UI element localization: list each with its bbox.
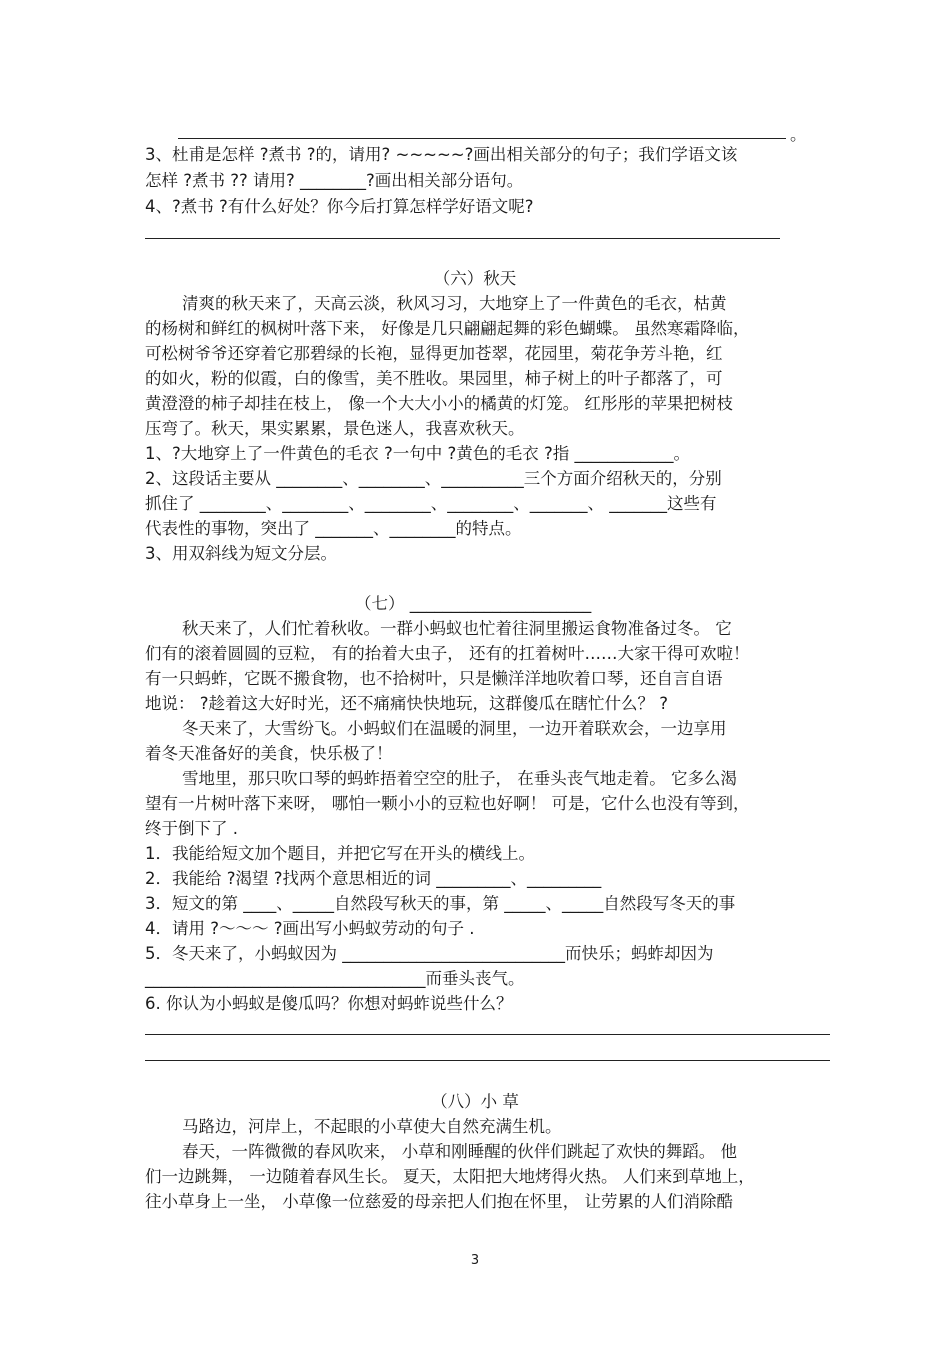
question-line: 4．请用 ?～～～ ?画出写小蚂蚁劳动的句子 .	[145, 919, 475, 938]
paragraph-line: 们一边跳舞， 一边随着春风生长。 夏天，太阳把大地烤得火热。 人们来到草地上，	[145, 1167, 755, 1186]
answer-line	[145, 1060, 830, 1061]
paragraph-line: 冬天来了，大雪纷飞。小蚂蚁们在温暖的洞里，一边开着联欢会，一边享用	[182, 719, 727, 738]
question-line: 2、这段话主要从 ________、________、__________三个方面介绍秋天的，分别	[145, 469, 722, 488]
paragraph-line: 们有的滚着圆圆的豆粒， 有的抬着大虫子， 还有的扛着树叶……大家干得可欢啦！	[145, 644, 750, 663]
paragraph-line: 着冬天准备好的美食，快乐极了！	[145, 744, 393, 763]
paragraph-line: 黄澄澄的柿子却挂在枝上， 像一个大大小小的橘黄的灯笼。 红彤彤的苹果把树枝	[145, 394, 733, 413]
question-line: 1．我能给短文加个题目，并把它写在开头的横线上。	[145, 844, 535, 863]
question-line: 1、?大地穿上了一件黄色的毛衣 ?一句中 ?黄色的毛衣 ?指 ____________。	[145, 444, 691, 463]
paragraph-line: 秋天来了，人们忙着秋收。一群小蚂蚁也忙着往洞里搬运食物准备过冬。 它	[182, 619, 732, 638]
question-line: 3、用双斜线为短文分层。	[145, 544, 337, 563]
paragraph-line: 可松树爷爷还穿着它那碧绿的长袍，显得更加苍翠，花园里，菊花争芳斗艳，红	[145, 344, 723, 363]
paragraph-line: 清爽的秋天来了，天高云淡，秋风习习，大地穿上了一件黄色的毛衣，枯黄	[182, 294, 727, 313]
paragraph-line: 终于倒下了 .	[145, 819, 238, 838]
paragraph-line: 马路边，河岸上，不起眼的小草使大自然充满生机。	[182, 1117, 562, 1136]
paragraph-line: 望有一片树叶落下来呀， 哪怕一颗小小的豆粒也好啊！ 可是，它什么也没有等到，	[145, 794, 750, 813]
paragraph-line: 的如火，粉的似霞，白的像雪，美不胜收。果园里，柿子树上的叶子都落了，可	[145, 369, 723, 388]
section-title: （七） ______________________	[355, 594, 592, 613]
paragraph-line: 春天，一阵微微的春风吹来， 小草和刚睡醒的伙伴们跳起了欢快的舞蹈。 他	[182, 1142, 737, 1161]
question-line: 5．冬天来了，小蚂蚁因为 ___________________________而快乐；蚂蚱却因为	[145, 944, 714, 963]
question-line: 3、杜甫是怎样 ?煮书 ?的，请用? ~~~~~?画出相关部分的句子；我们学语文该	[145, 145, 738, 164]
paragraph-line: 有一只蚂蚱，它既不搬食物，也不拾树叶，只是懒洋洋地吹着口琴，还自言自语	[145, 669, 723, 688]
question-line: __________________________________而垂头丧气。	[145, 969, 525, 988]
question-line: 2．我能给 ?渴望 ?找两个意思相近的词 _________、_________	[145, 869, 602, 888]
answer-line	[145, 1034, 830, 1035]
question-line: 怎样 ?煮书 ?? 请用? ________?画出相关部分语句。	[145, 171, 524, 190]
text-line: 。	[790, 125, 807, 144]
paragraph-line: 往小草身上一坐， 小草像一位慈爱的母亲把人们抱在怀里， 让劳累的人们消除酷	[145, 1192, 733, 1211]
answer-line	[178, 138, 786, 139]
paragraph-line: 地说： ?趁着这大好时光，还不痛痛快快地玩，这群傻瓜在瞎忙什么？ ?	[145, 694, 669, 713]
answer-line	[145, 238, 780, 239]
section-title: （六）秋天	[433, 269, 517, 288]
question-line: 3．短文的第 ____、_____自然段写秋天的事，第 _____、_____自然段写冬天的事	[145, 894, 736, 913]
paragraph-line: 雪地里，那只吹口琴的蚂蚱捂着空空的肚子， 在垂头丧气地走着。 它多么渴	[182, 769, 737, 788]
paragraph-line: 的杨树和鲜红的枫树叶落下来， 好像是几只翩翩起舞的彩色蝴蝶。 虽然寒霜降临，	[145, 319, 750, 338]
section-title: （八）小 草	[431, 1092, 519, 1111]
question-line: 4、?煮书 ?有什么好处？你今后打算怎样学好语文呢?	[145, 197, 534, 216]
question-line: 抓住了 ________、________、________、________、_______、 _______这些有	[145, 494, 717, 513]
paragraph-line: 压弯了。秋天，果实累累，景色迷人，我喜欢秋天。	[145, 419, 525, 438]
page-number: 3	[470, 1253, 480, 1268]
question-line: 代表性的事物，突出了 _______、________的特点。	[145, 519, 522, 538]
question-line: 6. 你认为小蚂蚁是傻瓜吗？你想对蚂蚱说些什么？	[145, 994, 513, 1013]
